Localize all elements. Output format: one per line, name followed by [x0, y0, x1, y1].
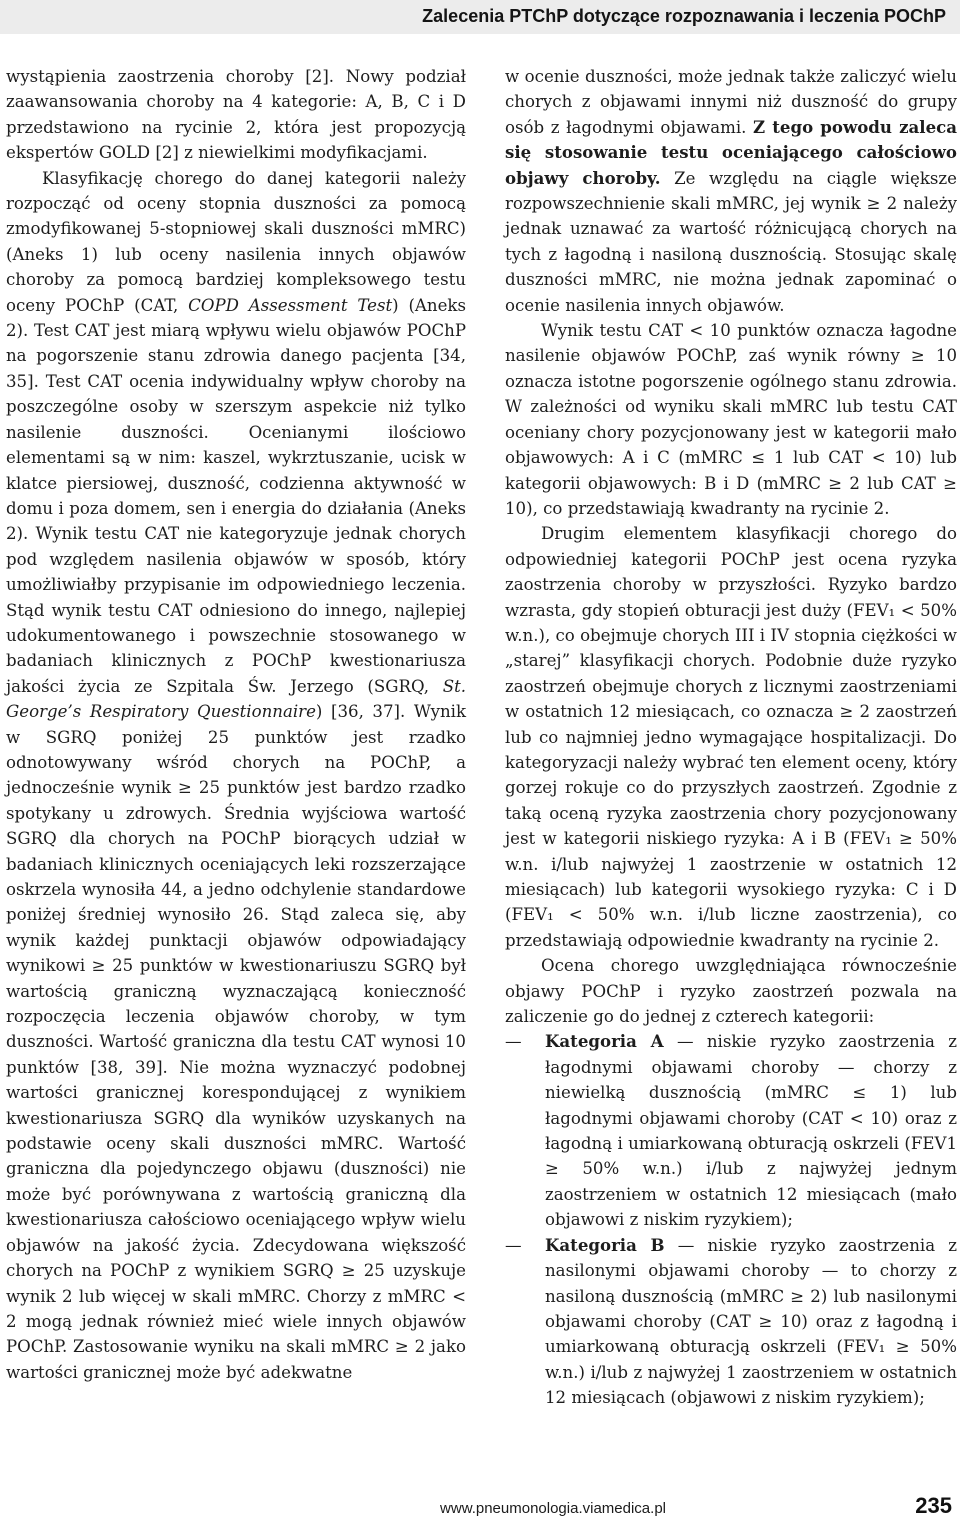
italic-run: COPD Assessment Test — [188, 295, 393, 315]
list-item-category-b — [505, 1233, 957, 1411]
text-run: Ze względu na ciągle większe rozpowszechnienie skali mMRC, jej wynik ≥ 2 należy jednak uznawać za wartość różnicującą chorych na tych z łagodną i nasiloną dusznością. Stosując skalę duszności mMRC, nie można jednak zapominać o ocenie nasilenia innych objawów. — [505, 168, 957, 315]
paragraph: Ocena chorego uwzględniająca równocześnie objawy POChP i ryzyko zaostrzeń pozwala na zaliczenie go do jednej z czterech kategorii: — [505, 956, 957, 1027]
left-column — [6, 64, 466, 1385]
paragraph: wystąpienia zaostrzenia choroby [2]. Nowy podział zaawansowania choroby na 4 kategorie: A, B, C i D przedstawiono na rycinie 2, która jest propozycją ekspertów GOLD [2] z niewielkimi modyfikacjami. — [6, 67, 466, 163]
paragraph: Wynik testu CAT < 10 punktów oznacza łagodne nasilenie objawów POChP, zaś wynik równy ≥ 10 oznacza istotne pogorszenie ogólnego stanu zdrowia. W zależności od wyniku skali mMRC lub testu CAT oceniany chory pozycjonowany jest w kategorii mało objawowych: A i C (mMRC ≤ 1 lub CAT < 10) lub kategorii objawowych: B i D (mMRC ≥ 2 lub CAT ≥ 10), co przedstawiają kwadranty na rycinie 2. — [505, 321, 957, 518]
text-run: ) [36, 37]. Wynik w SGRQ poniżej 25 punktów jest rzadko odnotowywany wśród chorych na POChP, a jednocześnie wynik ≥ 25 punktów jest bardzo rzadko spotykany u zdrowych. Średnia wyjściowa wartość SGRQ dla chorych na POChP biorących udział w badaniach klinicznych oceniających leki rozszerzające oskrzela wynosiła 44, a jedno odchylenie standardowe poniżej średniej wynosiło 26. Stąd zaleca się, aby wynik każdej punktacji objawów odpowiadający wynikowi ≥ 25 punktów w kwestionariuszu SGRQ był wartością graniczną wyznaczającą konieczność rozpoczęcia leczenia objawów choroby, w tym duszności. Wartość graniczna dla testu CAT wynosi 10 punktów [38, 39]. Nie można wyznaczyć podobnej wartości granicznej korespondującej z wynikiem kwestionariusza SGRQ dla wyników uzyskanych na podstawie oceny skali duszności mMRC. Wartość graniczna dla pojedynczego objawu (duszności) nie może być porównywana z wartością graniczną dla kwestionariusza całościowo oceniającego wpływ wielu objawów na jakość życia. Zdecydowana większość chorych na POChP z wynikiem SGRQ ≥ 25 uzyskuje wynik 2 lub więcej w skali mMRC. Chorzy z mMRC < 2 mogą jednak również mieć wiele innych objawów POChP. Zastosowanie wyniku na skali mMRC ≥ 2 jako wartości granicznej może być adekwatne — [6, 702, 467, 1382]
right-column — [505, 64, 957, 1411]
page-number: 235 — [915, 1493, 952, 1518]
running-title: Zalecenia PTChP dotyczące rozpoznawania i leczenia POChP — [422, 6, 946, 26]
text-run: w ocenie duszności, może jednak także zaliczyć wielu chorych z objawami innymi niż duszność do grupy osób z łagodnymi objawami. — [505, 67, 957, 137]
paragraph — [6, 166, 466, 1386]
category-b-title: Kategoria B — [545, 1234, 665, 1255]
category-a-text: — niskie ryzyko zaostrzenia z łagodnymi objawami choroby — chorzy z niewielką dusznością (mMRC ≤ 1) lub łagodnymi objawami choroby (CAT < 10) oraz z łagodną i umiarkowaną obturacją oskrzeli (FEV1 ≥ 50% w.n.) i/lub z najwyżej jednym zaostrzeniem w ostatnich 12 miesiącach (mało objawowi z niskim ryzykiem); — [545, 1032, 957, 1230]
paragraph: Drugim elementem klasyfikacji chorego do odpowiedniej kategorii POChP jest ocena ryzyka zaostrzenia choroby w przyszłości. Ryzyko bardzo wzrasta, gdy stopień obturacji jest duży (FEV₁ < 50% w.n.), co obejmuje chorych III i IV stopnia ciężkości w „starej” klasyfikacji chorych. Podobnie duże ryzyko zaostrzeń obejmuje chorych z licznymi zaostrzeniami w ostatnich 12 miesiącach, co oznacza ≥ 2 zaostrzeń lub co najmniej jedno wymagające hospitalizacji. Do kategoryzacji należy wybrać ten element oceny, który gorzej rokuje co do przyszłych zaostrzeń. Zgodnie z taką oceną ryzyka zaostrzenia chory pozycjonowany jest w kategorii niskiego ryzyka: A i B (FEV₁ ≥ 50% w.n. i/lub najwyżej 1 zaostrzenie w ostatnich 12 miesiącach) lub kategorii wysokiego ryzyka: C i D (FEV₁ < 50% w.n. i/lub liczne zaostrzenia), co przedstawiają odpowiednie kwadranty na rycinie 2. — [505, 524, 957, 950]
list-item-category-a — [505, 1029, 957, 1232]
text-run: Klasyfikację chorego do danej kategorii należy rozpocząć od oceny stopnia duszności za pomocą zmodyfikowanej 5-stopniowej skali duszności mMRC) (Aneks 1) lub oceny nasilenia innych objawów choroby za pomocą bardziej kompleksowego testu oceny POChP (CAT, — [6, 168, 466, 315]
list-dash: — — [505, 1235, 522, 1255]
journal-url[interactable]: www.pneumonologia.viamedica.pl — [440, 1500, 666, 1517]
bold-run: Z tego powodu zaleca się stosowanie testu oceniającego całościowo objawy choroby. — [505, 116, 957, 188]
italic-run: St. George’s Respiratory Questionnaire — [6, 676, 467, 722]
category-a-title: Kategoria A — [545, 1031, 664, 1052]
list-dash: — — [505, 1032, 522, 1052]
paragraph — [505, 64, 957, 318]
text-run: ) (Aneks 2). Test CAT jest miarą wpływu wielu objawów POChP na pogorszenie stanu zdrowia danego pacjenta [34, 35]. Test CAT ocenia indywidualny wpływ choroby na poszczególne osoby w szerszym aspekcie niż tylko nasilenie duszności. Ocenianymi ilościowo elementami są w nim: kaszel, wykrztuszanie, ucisk w klatce piersiowej, duszność, codzienna aktywność w domu i poza domem, sen i energia do działania (Aneks 2). Wynik testu CAT nie kategoryzuje jednak chorych pod względem nasilenia objawów w sposób, który umożliwiałby przypisanie im odpowiedniego leczenia. Stąd wynik testu CAT odniesiono do innego, najlepiej udokumentowanego i powszechnie stosowanego w badaniach klinicznych z POChP kwestionariusza jakości życia ze Szpitala Św. Jerzego (SGRQ, — [6, 295, 466, 696]
category-b-text: — niskie ryzyko zaostrzenia z nasilonymi objawami choroby — to chorzy z nasiloną dusznością (mMRC ≥ 2) lub nasilonymi objawami choroby (CAT ≥ 10) oraz z łagodną i umiarkowaną obturacją oskrzeli (FEV₁ ≥ 50% w.n.) i/lub z najwyżej 1 zaostrzeniem w ostatnich 12 miesiącach (objawowi z niskim ryzykiem); — [545, 1235, 957, 1408]
